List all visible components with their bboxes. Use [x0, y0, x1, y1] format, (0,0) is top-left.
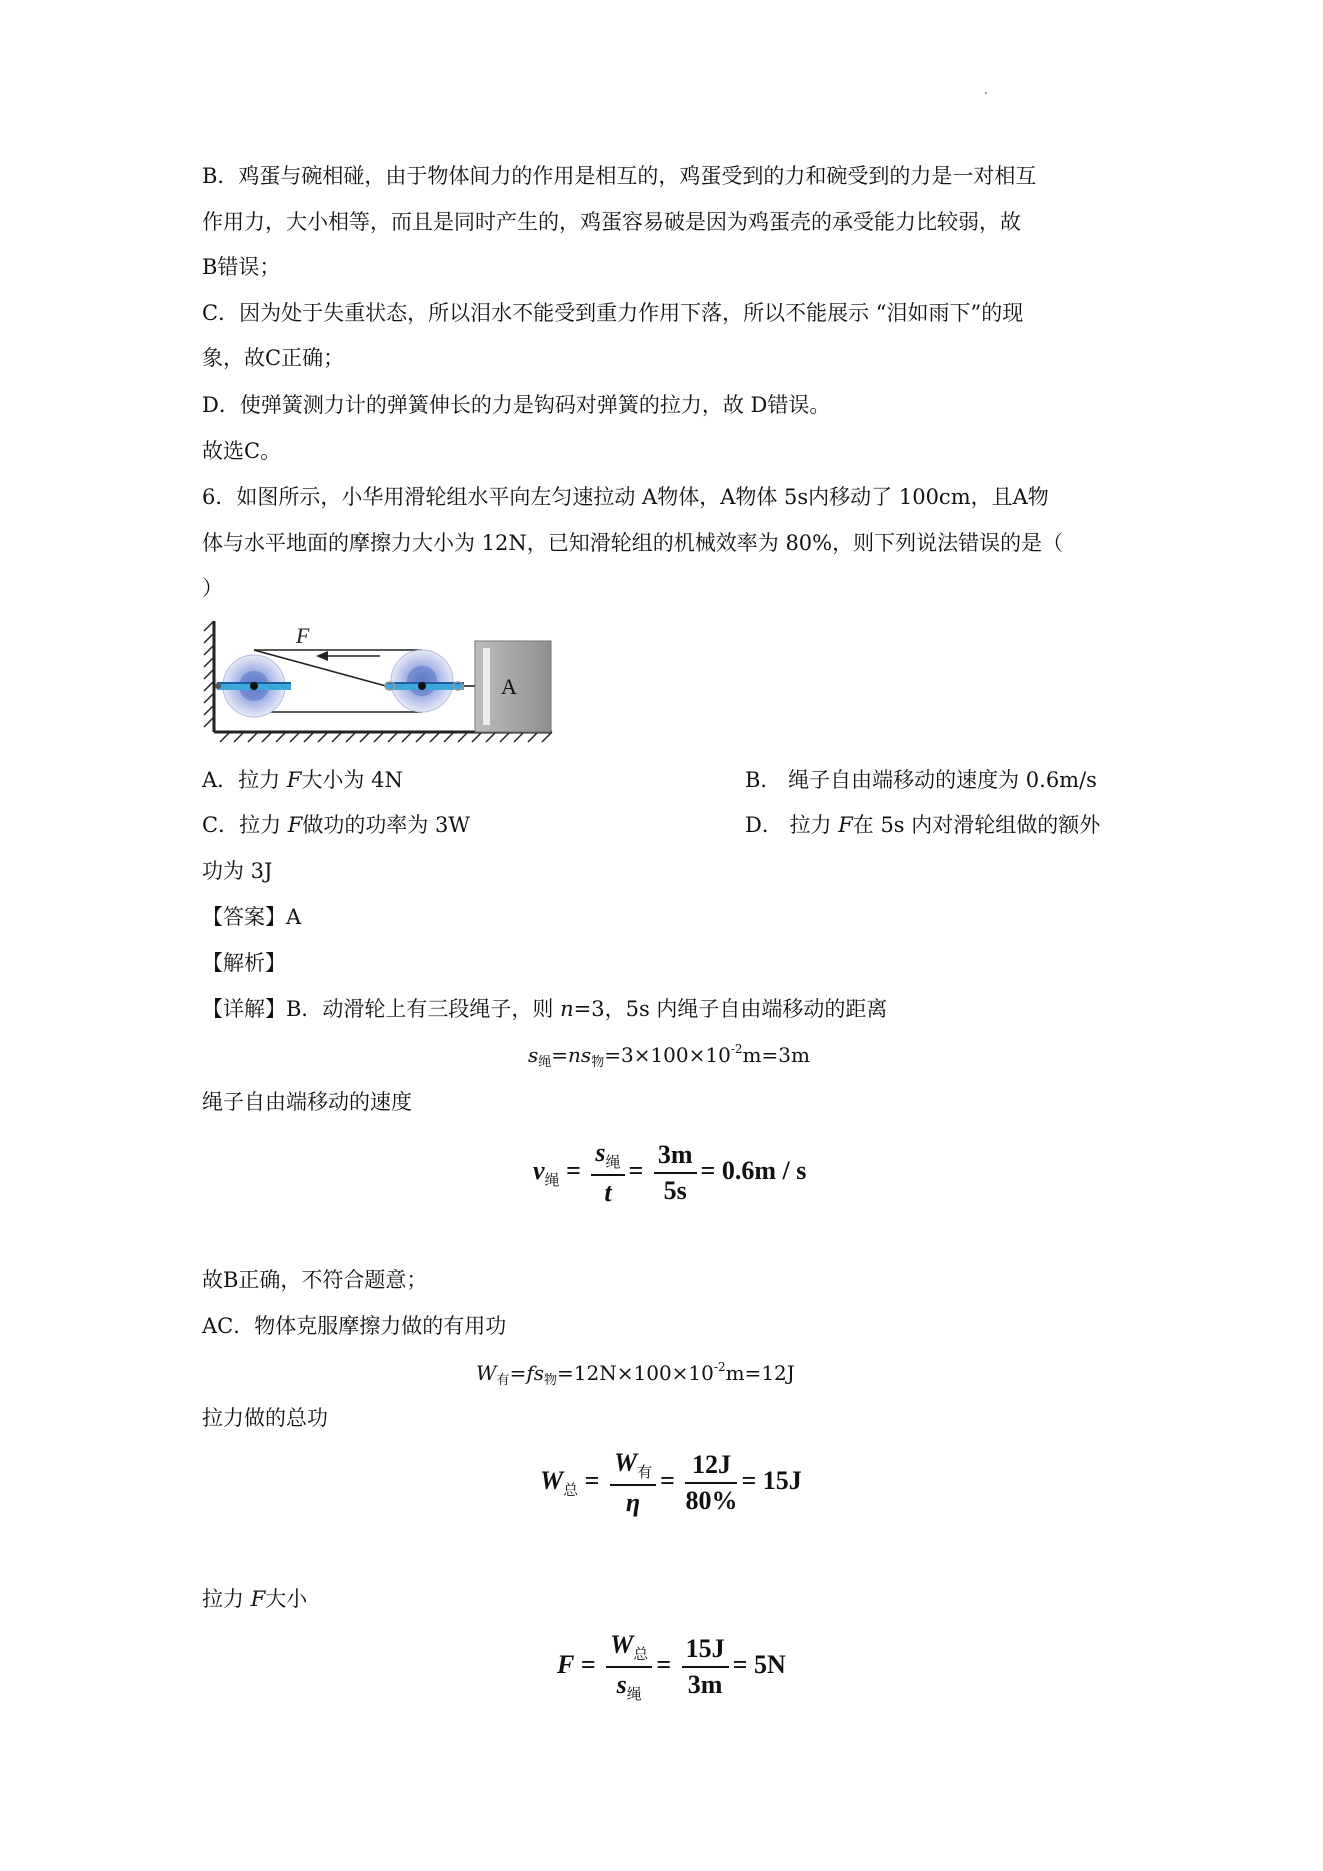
text-line-b-2: 作用力，大小相等，而且是同时产生的，鸡蛋容易破是因为鸡蛋壳的承受能力比较弱，故 [202, 210, 1021, 234]
total-work-label: 拉力做的总功 [202, 1406, 328, 1430]
ac-label: AC．物体克服摩擦力做的有用功 [202, 1314, 507, 1338]
pulley-figure [200, 615, 560, 745]
text-line-b-1: B．鸡蛋与碗相碰，由于物体间力的作用是相互的，鸡蛋受到的力和碗受到的力是一对相互 [202, 164, 1037, 188]
force-fraction-symbolic: $\frac{W_总}{s_绳}$ [606, 1630, 652, 1704]
text-line-d: D．使弹簧测力计的弹簧伸长的力是钩码对弹簧的拉力，故 D错误。 [202, 393, 831, 417]
question-6-line-1: 6．如图所示，小华用滑轮组水平向左匀速拉动 A物体，A物体 5s内移动了 100cm，且A物 [202, 485, 1049, 509]
force-fraction-numeric: $\frac{15J}{3m}$ [682, 1634, 729, 1700]
option-a: A．拉力 F大小为 4N [202, 768, 403, 792]
page-marker-dot [985, 92, 987, 94]
option-d-continued: 功为 3J [202, 859, 273, 883]
b-conclusion: 故B正确，不符合题意； [202, 1268, 428, 1292]
text-line-c-1: C．因为处于失重状态，所以泪水不能受到重力作用下落，所以不能展示 “泪如雨下”的现 [202, 301, 1024, 325]
useful-work-equation: $W_有=fs_物=12N\times 100\times 10^{-2}m=12J$ [476, 1360, 795, 1388]
total-work-equation: $W_总$ = $\frac{W_有}{\eta}$ = $\frac{12J}{80\%}$ = 15J [540, 1448, 802, 1517]
total-work-fraction-numeric: $\frac{12J}{80\%}$ [685, 1450, 738, 1515]
speed-equation: $v_绳$ = $\frac{s_绳}{t}$ = $\frac{3m}{5s}$ = 0.6m / s [533, 1138, 807, 1207]
fixed-pulley [215, 655, 291, 717]
force-magnitude-label: 拉力 F大小 [202, 1587, 308, 1611]
text-line-c-2: 象，故C正确； [202, 346, 345, 370]
text-line-b-3: B错误； [202, 255, 281, 279]
option-d: D． 拉力 F在 5s 内对滑轮组做的额外 [745, 813, 1101, 837]
speed-label: 绳子自由端移动的速度 [202, 1090, 412, 1114]
option-c: C．拉力 F做功的功率为 3W [202, 813, 470, 837]
movable-pulley [385, 650, 464, 712]
analysis-heading: 【解析】 [202, 951, 286, 975]
distance-equation: $s_绳=ns_物=3\times 100\times 10^{-2}m=3m$ [528, 1042, 810, 1070]
force-label: F [296, 623, 310, 648]
total-work-fraction-symbolic: $\frac{W_有}{\eta}$ [610, 1448, 656, 1518]
force-arrow-head [316, 651, 328, 661]
force-equation: F = $\frac{W_总}{s_绳}$ = $\frac{15J}{3m}$ = 5N [557, 1630, 786, 1703]
speed-fraction-symbolic: $\frac{s_绳}{t}$ [591, 1138, 624, 1208]
text-line-choice: 故选C。 [202, 439, 282, 463]
question-6-line-3: ） [202, 576, 223, 600]
option-b: B． 绳子自由端移动的速度为 0.6m/s [745, 768, 1097, 792]
detail-intro: 【详解】B．动滑轮上有三段绳子，则 n=3，5s 内绳子自由端移动的距离 [202, 997, 888, 1021]
block-label: A [501, 674, 517, 699]
speed-fraction-numeric: $\frac{3m}{5s}$ [654, 1140, 697, 1206]
answer-line: 【答案】A [202, 905, 302, 929]
question-6-line-2: 体与水平地面的摩擦力大小为 12N，已知滑轮组的机械效率为 80%，则下列说法错误的是（ [202, 531, 1064, 555]
